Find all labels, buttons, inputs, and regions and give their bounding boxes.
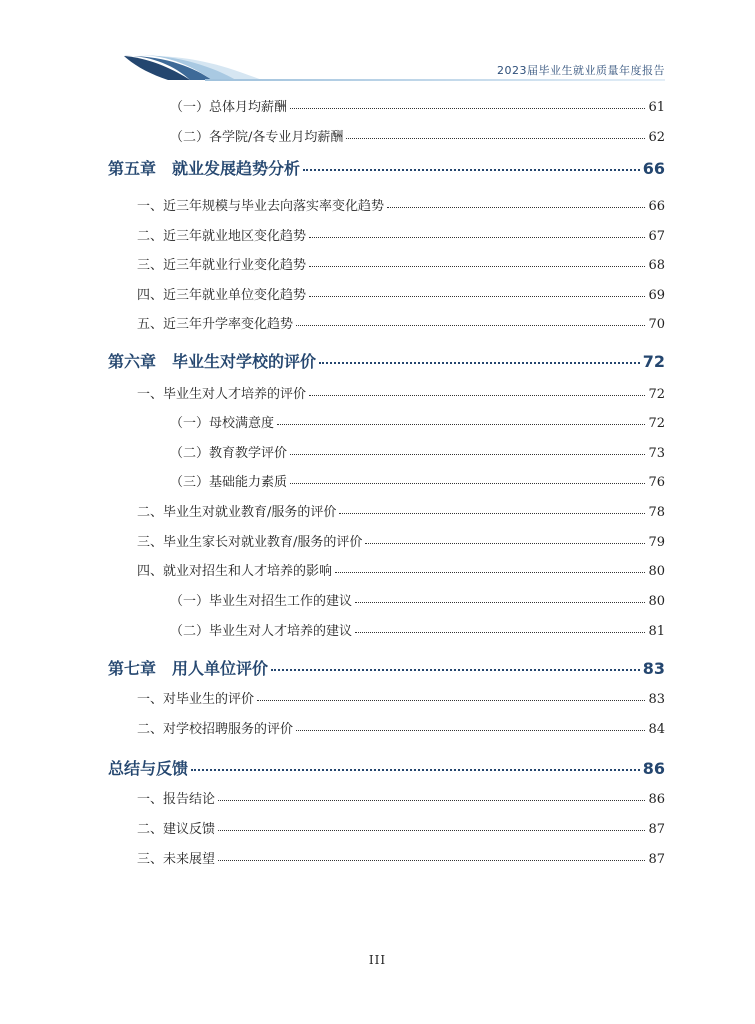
toc-entry-title: 四、就业对招生和人才培养的影响 — [137, 564, 333, 579]
toc-dot-leader — [296, 315, 645, 328]
toc-entry-title: （二）各学院/各专业月均薪酬 — [170, 130, 344, 145]
toc-entry-title: 三、未来展望 — [137, 852, 216, 867]
toc-dot-leader — [365, 533, 645, 546]
toc-dot-leader — [290, 444, 645, 457]
toc-entry-title: 三、近三年就业行业变化趋势 — [137, 258, 307, 273]
toc-page-number: 81 — [648, 624, 665, 639]
toc-dot-leader — [277, 414, 645, 427]
toc-page-number: 79 — [648, 535, 665, 550]
toc-chapter-entry[interactable] — [108, 156, 665, 179]
toc-dot-leader — [309, 227, 645, 240]
toc-dot-leader — [309, 286, 645, 299]
toc-entry[interactable] — [137, 225, 665, 244]
toc-entry[interactable] — [137, 818, 665, 837]
page-header — [0, 0, 755, 90]
toc-dot-leader — [218, 850, 645, 863]
toc-page-number: 83 — [642, 659, 665, 678]
toc-entry[interactable] — [170, 96, 665, 115]
toc-entry[interactable] — [137, 718, 665, 737]
toc-page-number: 83 — [648, 692, 665, 707]
toc-dot-leader — [296, 720, 645, 733]
toc-entry[interactable] — [137, 501, 665, 520]
toc-entry-title: （二）毕业生对人才培养的建议 — [170, 624, 353, 639]
toc-entry-title: 一、对毕业生的评价 — [137, 692, 255, 707]
toc-entry-title: （一）总体月均薪酬 — [170, 100, 288, 115]
toc-dot-leader — [339, 503, 645, 516]
toc-dot-leader — [319, 351, 640, 367]
toc-entry-title: 二、近三年就业地区变化趋势 — [137, 229, 307, 244]
toc-dot-leader — [290, 473, 645, 486]
toc-entry-title: 二、毕业生对就业教育/服务的评价 — [137, 505, 337, 520]
toc-entry-title: （一）母校满意度 — [170, 416, 275, 431]
toc-entry[interactable] — [137, 254, 665, 273]
toc-dot-leader — [309, 256, 645, 269]
toc-page-number: 66 — [648, 199, 665, 214]
toc-page-number: 62 — [648, 130, 665, 145]
toc-entry-title: （一）毕业生对招生工作的建议 — [170, 594, 353, 609]
toc-dot-leader — [257, 690, 645, 703]
toc-chapter-entry[interactable] — [108, 349, 665, 372]
toc-dot-leader — [290, 98, 645, 111]
toc-page-number: 68 — [648, 258, 665, 273]
toc-entry-title: 一、近三年规模与毕业去向落实率变化趋势 — [137, 199, 385, 214]
toc-entry[interactable] — [137, 531, 665, 550]
toc-entry[interactable] — [170, 590, 665, 609]
toc-dot-leader — [355, 592, 645, 605]
toc-page-number: 80 — [648, 564, 665, 579]
toc-dot-leader — [387, 197, 645, 210]
toc-page-number: 69 — [648, 288, 665, 303]
toc-dot-leader — [355, 622, 645, 635]
toc-entry[interactable] — [137, 788, 665, 807]
toc-entry[interactable] — [137, 195, 665, 214]
toc-page-number: 80 — [648, 594, 665, 609]
toc-entry[interactable] — [137, 688, 665, 707]
toc-dot-leader — [218, 820, 645, 833]
toc-page-number: 72 — [642, 352, 665, 371]
toc-page-number: 84 — [648, 722, 665, 737]
toc-dot-leader — [191, 758, 640, 774]
toc-dot-leader — [346, 128, 645, 141]
toc-page-number: 70 — [648, 317, 665, 332]
toc-entry-title: 总结与反馈 — [108, 759, 189, 778]
toc-page-number: 86 — [642, 759, 665, 778]
toc-entry-title: （二）教育教学评价 — [170, 446, 288, 461]
toc-page-number: 72 — [648, 387, 665, 402]
toc-dot-leader — [218, 790, 645, 803]
toc-page-number: 87 — [648, 852, 665, 867]
toc-entry[interactable] — [170, 412, 665, 431]
toc-page-number: 86 — [648, 792, 665, 807]
toc-page-number: 72 — [648, 416, 665, 431]
toc-entry[interactable] — [170, 126, 665, 145]
toc-entry-title: 二、建议反馈 — [137, 822, 216, 837]
toc-entry[interactable] — [137, 848, 665, 867]
toc-dot-leader — [271, 658, 640, 674]
toc-entry[interactable] — [137, 313, 665, 332]
toc-page-number: 66 — [642, 159, 665, 178]
toc-entry-title: 三、毕业生家长对就业教育/服务的评价 — [137, 535, 363, 550]
toc-dot-leader — [303, 158, 640, 174]
toc-page-number: 78 — [648, 505, 665, 520]
header-title: 2023届毕业生就业质量年度报告 — [497, 64, 665, 77]
toc-entry-title: 一、报告结论 — [137, 792, 216, 807]
toc-entry[interactable] — [170, 442, 665, 461]
toc-chapter-entry[interactable] — [108, 756, 665, 779]
toc-entry-title: 第五章 就业发展趋势分析 — [108, 159, 301, 178]
toc-entry-title: 四、近三年就业单位变化趋势 — [137, 288, 307, 303]
toc-entry[interactable] — [137, 560, 665, 579]
page-number: III — [368, 953, 387, 967]
toc-entry[interactable] — [137, 284, 665, 303]
toc-chapter-entry[interactable] — [108, 656, 665, 679]
toc-page-number: 76 — [648, 475, 665, 490]
toc-page-number: 67 — [648, 229, 665, 244]
toc-entry[interactable] — [137, 383, 665, 402]
toc-page-number: 87 — [648, 822, 665, 837]
toc-entry-title: 五、近三年升学率变化趋势 — [137, 317, 294, 332]
toc-entry-title: 第六章 毕业生对学校的评价 — [108, 352, 317, 371]
toc-dot-leader — [335, 562, 645, 575]
toc-entry-title: 第七章 用人单位评价 — [108, 659, 269, 678]
toc-page-number: 73 — [648, 446, 665, 461]
toc-entry-title: 二、对学校招聘服务的评价 — [137, 722, 294, 737]
toc-entry-title: （三）基础能力素质 — [170, 475, 288, 490]
toc-page-number: 61 — [648, 100, 665, 115]
toc-entry[interactable] — [170, 620, 665, 639]
toc-entry-title: 一、毕业生对人才培养的评价 — [137, 387, 307, 402]
toc-entry[interactable] — [170, 471, 665, 490]
toc-dot-leader — [309, 385, 645, 398]
